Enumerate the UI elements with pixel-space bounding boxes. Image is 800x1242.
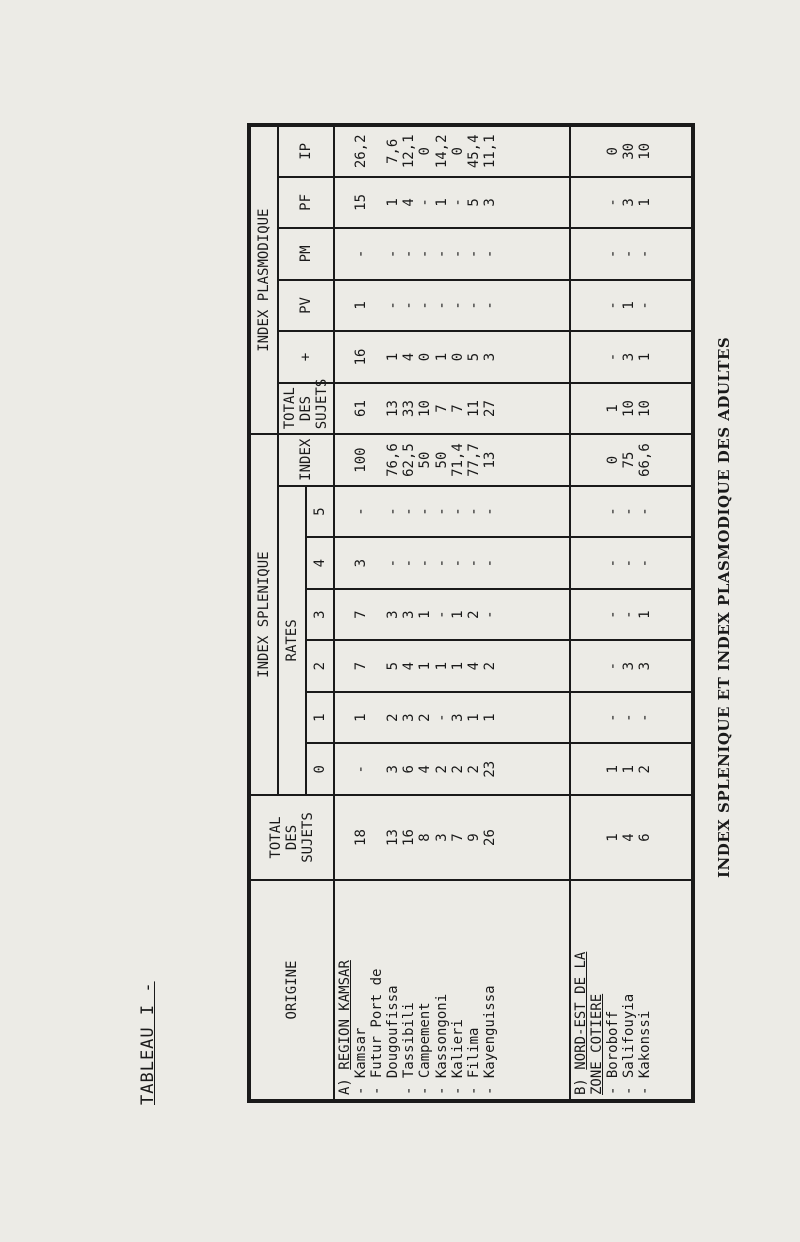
rate-5-cell [334, 486, 570, 538]
value-list: - - - - - - - [385, 507, 498, 516]
header-ip: IP [278, 125, 334, 177]
rate-5-cell [570, 486, 693, 538]
rate-3-cell [334, 589, 570, 641]
value: 15 [353, 193, 370, 211]
rate-3-cell [570, 589, 693, 641]
value: - [353, 765, 370, 774]
value-list: - - - [604, 713, 653, 722]
group-prefix: A) [337, 1078, 353, 1095]
header-pv: PV [278, 280, 334, 332]
table-container [247, 123, 695, 1103]
pv-cell [334, 280, 570, 332]
value-list: 1 10 10 [604, 400, 653, 417]
value-list: 3 6 4 2 2 2 23 [385, 760, 498, 778]
header-index-plasmodique: INDEX PLASMODIQUE [249, 125, 278, 434]
value-list: - - - - - - - [385, 249, 498, 259]
value-list: 1 1 2 [604, 765, 653, 774]
value-list: - 1 - [604, 301, 653, 310]
plus-cell [570, 331, 693, 383]
value-list: 7,6 12,1 0 14,2 0 45,4 11,1 [385, 134, 498, 169]
value-list: 1 4 - 1 - 5 3 [385, 198, 498, 207]
rate-0-cell [570, 743, 693, 795]
header-total-sujets: TOTAL DES SUJETS [249, 795, 334, 880]
value: 7 [353, 661, 370, 671]
origine-list: - Futur Port de Dougoufissa - Tassibili - Campement - Kassongoni - Kalieri - Filima - Kayenguissa [369, 968, 498, 1095]
value-list: - - - - - - - [385, 558, 498, 568]
index-cell [570, 434, 693, 486]
value-list: 13 16 8 3 7 9 26 [385, 829, 498, 846]
value-list: - 3 3 [604, 661, 653, 671]
header-index-splenique: INDEX SPLENIQUE [249, 434, 278, 795]
value-list: 2 3 2 - 3 1 1 [385, 713, 498, 722]
header-pm: PM [278, 228, 334, 280]
value-list: 1 4 0 1 0 5 3 [385, 352, 498, 362]
value: 1 [353, 301, 370, 310]
ip-cell [570, 125, 693, 177]
header-rate-4: 4 [306, 537, 334, 589]
value-list: - - - [604, 507, 653, 516]
header-rate-1: 1 [306, 692, 334, 744]
header-rate-3: 3 [306, 589, 334, 641]
value-list: - 3 1 [604, 352, 653, 362]
ip-cell [334, 125, 570, 177]
rate-2-cell [334, 640, 570, 692]
value: 7 [353, 610, 370, 619]
value-list: 1 4 6 [604, 833, 653, 842]
rate-4-cell [334, 537, 570, 589]
data-table [247, 123, 695, 1103]
rate-0-cell [334, 743, 570, 795]
value: - [353, 507, 370, 516]
pm-cell [334, 228, 570, 280]
value-list: 3 3 1 - 1 2 - [385, 610, 498, 619]
rate-2-cell [570, 640, 693, 692]
pm-cell [570, 228, 693, 280]
value: 16 [353, 348, 370, 366]
plus-cell [334, 331, 570, 383]
total-cell [570, 795, 693, 880]
value: 3 [353, 558, 370, 568]
origine-name: - Kamsar [353, 1027, 370, 1095]
header-index: INDEX [278, 434, 334, 486]
value-list: 76,6 62,5 50 50 71,4 77,7 13 [385, 443, 498, 477]
value: 61 [353, 400, 370, 417]
header-pf: PF [278, 177, 334, 229]
value: 100 [353, 447, 370, 473]
value: 26,2 [353, 134, 370, 169]
header-plus: + [278, 331, 334, 383]
value: - [353, 249, 370, 259]
table-caption: INDEX SPLENIQUE ET INDEX PLASMODIQUE DES ADULTES [715, 336, 733, 878]
value: 1 [353, 713, 370, 722]
origine-list: - Boroboff - Salifouyia - Kakonssi [604, 993, 653, 1095]
value-list: - 3 1 [604, 198, 653, 207]
origine-cell [570, 880, 693, 1101]
value-list: - - 1 [604, 610, 653, 619]
table-row-group-b [570, 125, 693, 1101]
value-list: - - - [604, 249, 653, 259]
value-list: 13 33 10 7 7 11 27 [385, 400, 498, 417]
value: 18 [353, 829, 370, 846]
value-list: 0 75 66,6 [604, 443, 653, 477]
table-row-group-a [334, 125, 570, 1101]
header-pl-total: TOTAL DES SUJETS [278, 383, 334, 435]
rate-4-cell [570, 537, 693, 589]
rate-1-cell [570, 692, 693, 744]
header-rate-2: 2 [306, 640, 334, 692]
header-rates: RATES [278, 486, 306, 795]
pf-cell [334, 177, 570, 229]
value-list: 0 30 10 [604, 142, 653, 160]
page-title: TABLEAU I - [138, 981, 158, 1105]
header-origine: ORIGINE [249, 880, 334, 1101]
group-title: NORD-EST DE LA ZONE COTIERE [572, 951, 605, 1095]
total-cell [334, 795, 570, 880]
pl-total-cell [334, 383, 570, 435]
value-list: - - - - - - - [385, 301, 498, 310]
header-rate-0: 0 [306, 743, 334, 795]
header-rate-5: 5 [306, 486, 334, 538]
pf-cell [570, 177, 693, 229]
pl-total-cell [570, 383, 693, 435]
origine-cell [334, 880, 570, 1101]
value-list: 5 4 1 1 1 4 2 [385, 661, 498, 671]
group-title: REGION KAMSAR [337, 960, 353, 1070]
pv-cell [570, 280, 693, 332]
group-prefix: B) [572, 1078, 589, 1095]
rate-1-cell [334, 692, 570, 744]
value-list: - - - [604, 558, 653, 568]
index-cell [334, 434, 570, 486]
